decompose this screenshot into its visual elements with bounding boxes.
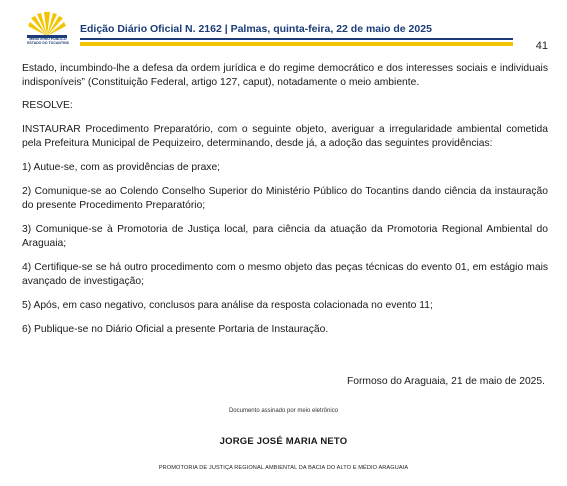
signer-organization: PROMOTORIA DE JUSTIÇA REGIONAL AMBIENTAL DA BACIA DO ALTO E MÉDIO ARAGUAIA [158, 465, 409, 471]
provision-item: 6) Publique-se no Diário Oficial a presente Portaria de Instauração. [22, 324, 329, 335]
provision-item: 3) Comunique-se à Promotoria de Justiça local, para ciência da atuação da Promotoria Regional Ambiental do Araguaia; [22, 224, 548, 249]
header-rule-yellow [80, 42, 513, 46]
logo-text: MINISTÉRIO PÚBLICO ESTADO DO TOCANTINS [27, 37, 69, 45]
electronic-signature-note: Documento assinado por meio eletrônico [228, 408, 339, 414]
resolve-heading: RESOLVE: [22, 100, 73, 111]
provision-item: 2) Comunique-se ao Colendo Conselho Superior do Ministério Público do Tocantins dando ciência da instauração do presente Procedimento Preparatório; [22, 186, 548, 211]
page-number: 41 [535, 40, 548, 52]
signer-name: JORGE JOSÉ MARIA NETO [219, 436, 348, 447]
gazette-header-title: Edição Diário Oficial N. 2162 | Palmas, quinta-feira, 22 de maio de 2025 [80, 23, 432, 35]
header-rule-blue [80, 38, 513, 40]
provision-item: 4) Certifique-se se há outro procedimento com o mesmo objeto das peças técnicas do evento 01, em estágio mais avançado de investigação; [22, 262, 548, 287]
place-date: Formoso do Araguaia, 21 de maio de 2025. [346, 376, 545, 387]
provision-item: 1) Autue-se, com as providências de praxe; [22, 162, 221, 173]
body-paragraph: INSTAURAR Procedimento Preparatório, com o seguinte objeto, averiguar a irregularidade ambiental cometida pela Prefeitura Municipal de Pequizeiro, determinando, desde já, a adoção das seguintes providências: [22, 124, 548, 149]
body-paragraph: Estado, incumbindo-lhe a defesa da ordem jurídica e do regime democrático e dos interesses sociais e individuais indisponíveis” (Constituição Federal, artigo 127, caput), notadamente o meio ambiente. [22, 63, 548, 88]
provision-item: 5) Após, em caso negativo, conclusos para análise da resposta colacionada no evento 11; [22, 300, 433, 311]
document-body [22, 62, 548, 347]
